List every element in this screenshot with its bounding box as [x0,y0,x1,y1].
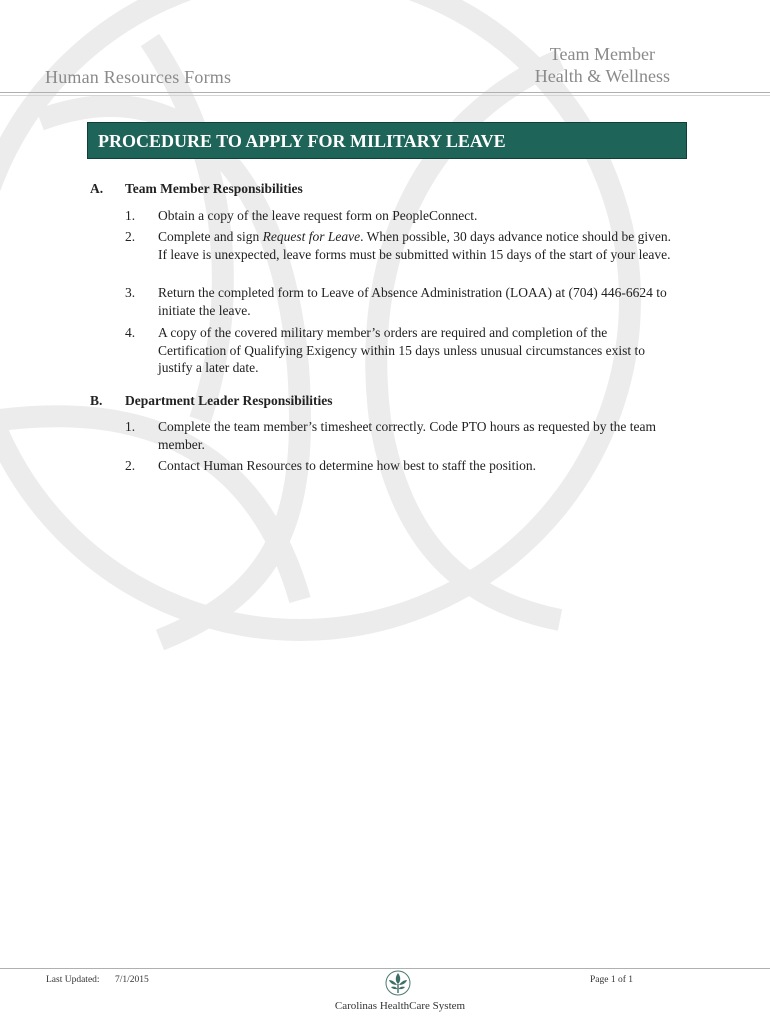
header-division-line1: Team Member [549,44,655,64]
document-title: PROCEDURE TO APPLY FOR MILITARY LEAVE [87,122,687,159]
header-department: Human Resources Forms [45,67,232,87]
organization-logo-icon [385,970,411,996]
header-division [535,43,670,87]
section-letter: B. [90,393,103,408]
last-updated-value: 7/1/2015 [115,975,149,985]
item-text: Contact Human Resources to determine how best to staff the position. [158,458,537,473]
section-letter: A. [90,181,104,196]
item-text: Complete the team member’s timesheet correctly. Code PTO hours as requested by the team member. [158,419,656,452]
header-divider [0,92,770,96]
item-text: Obtain a copy of the leave request form on PeopleConnect. [158,208,478,223]
last-updated-label: Last Updated: [46,975,100,985]
page-number: Page 1 of 1 [590,975,634,985]
organization-name: Carolinas HealthCare System [334,1000,466,1012]
section-title: Department Leader Responsibilities [125,393,333,408]
footer-divider [0,968,770,969]
item-number: 2. [125,229,136,244]
item-text: A copy of the covered military member’s orders are required and completion of the Certification of Qualifying Exigency within 15 days unless unusual circumstances exist to justify a later date. [158,325,646,375]
item-number: 1. [125,208,136,223]
item-number: 2. [125,458,136,473]
header-division-line2: Health & Wellness [534,66,670,86]
section-title: Team Member Responsibilities [125,181,303,196]
item-number: 1. [125,419,136,434]
item-number: 3. [125,285,136,300]
item-text: Complete and sign Request for Leave. When possible, 30 days advance notice should be given. If leave is unexpected, leave forms must be submitted within 15 days of the start of your leave. [158,229,672,262]
form-name: Request for Leave [262,229,361,244]
item-number: 4. [125,325,136,340]
item-text: Return the completed form to Leave of Absence Administration (LOAA) at (704) 446-6624 to initiate the leave. [158,285,667,318]
